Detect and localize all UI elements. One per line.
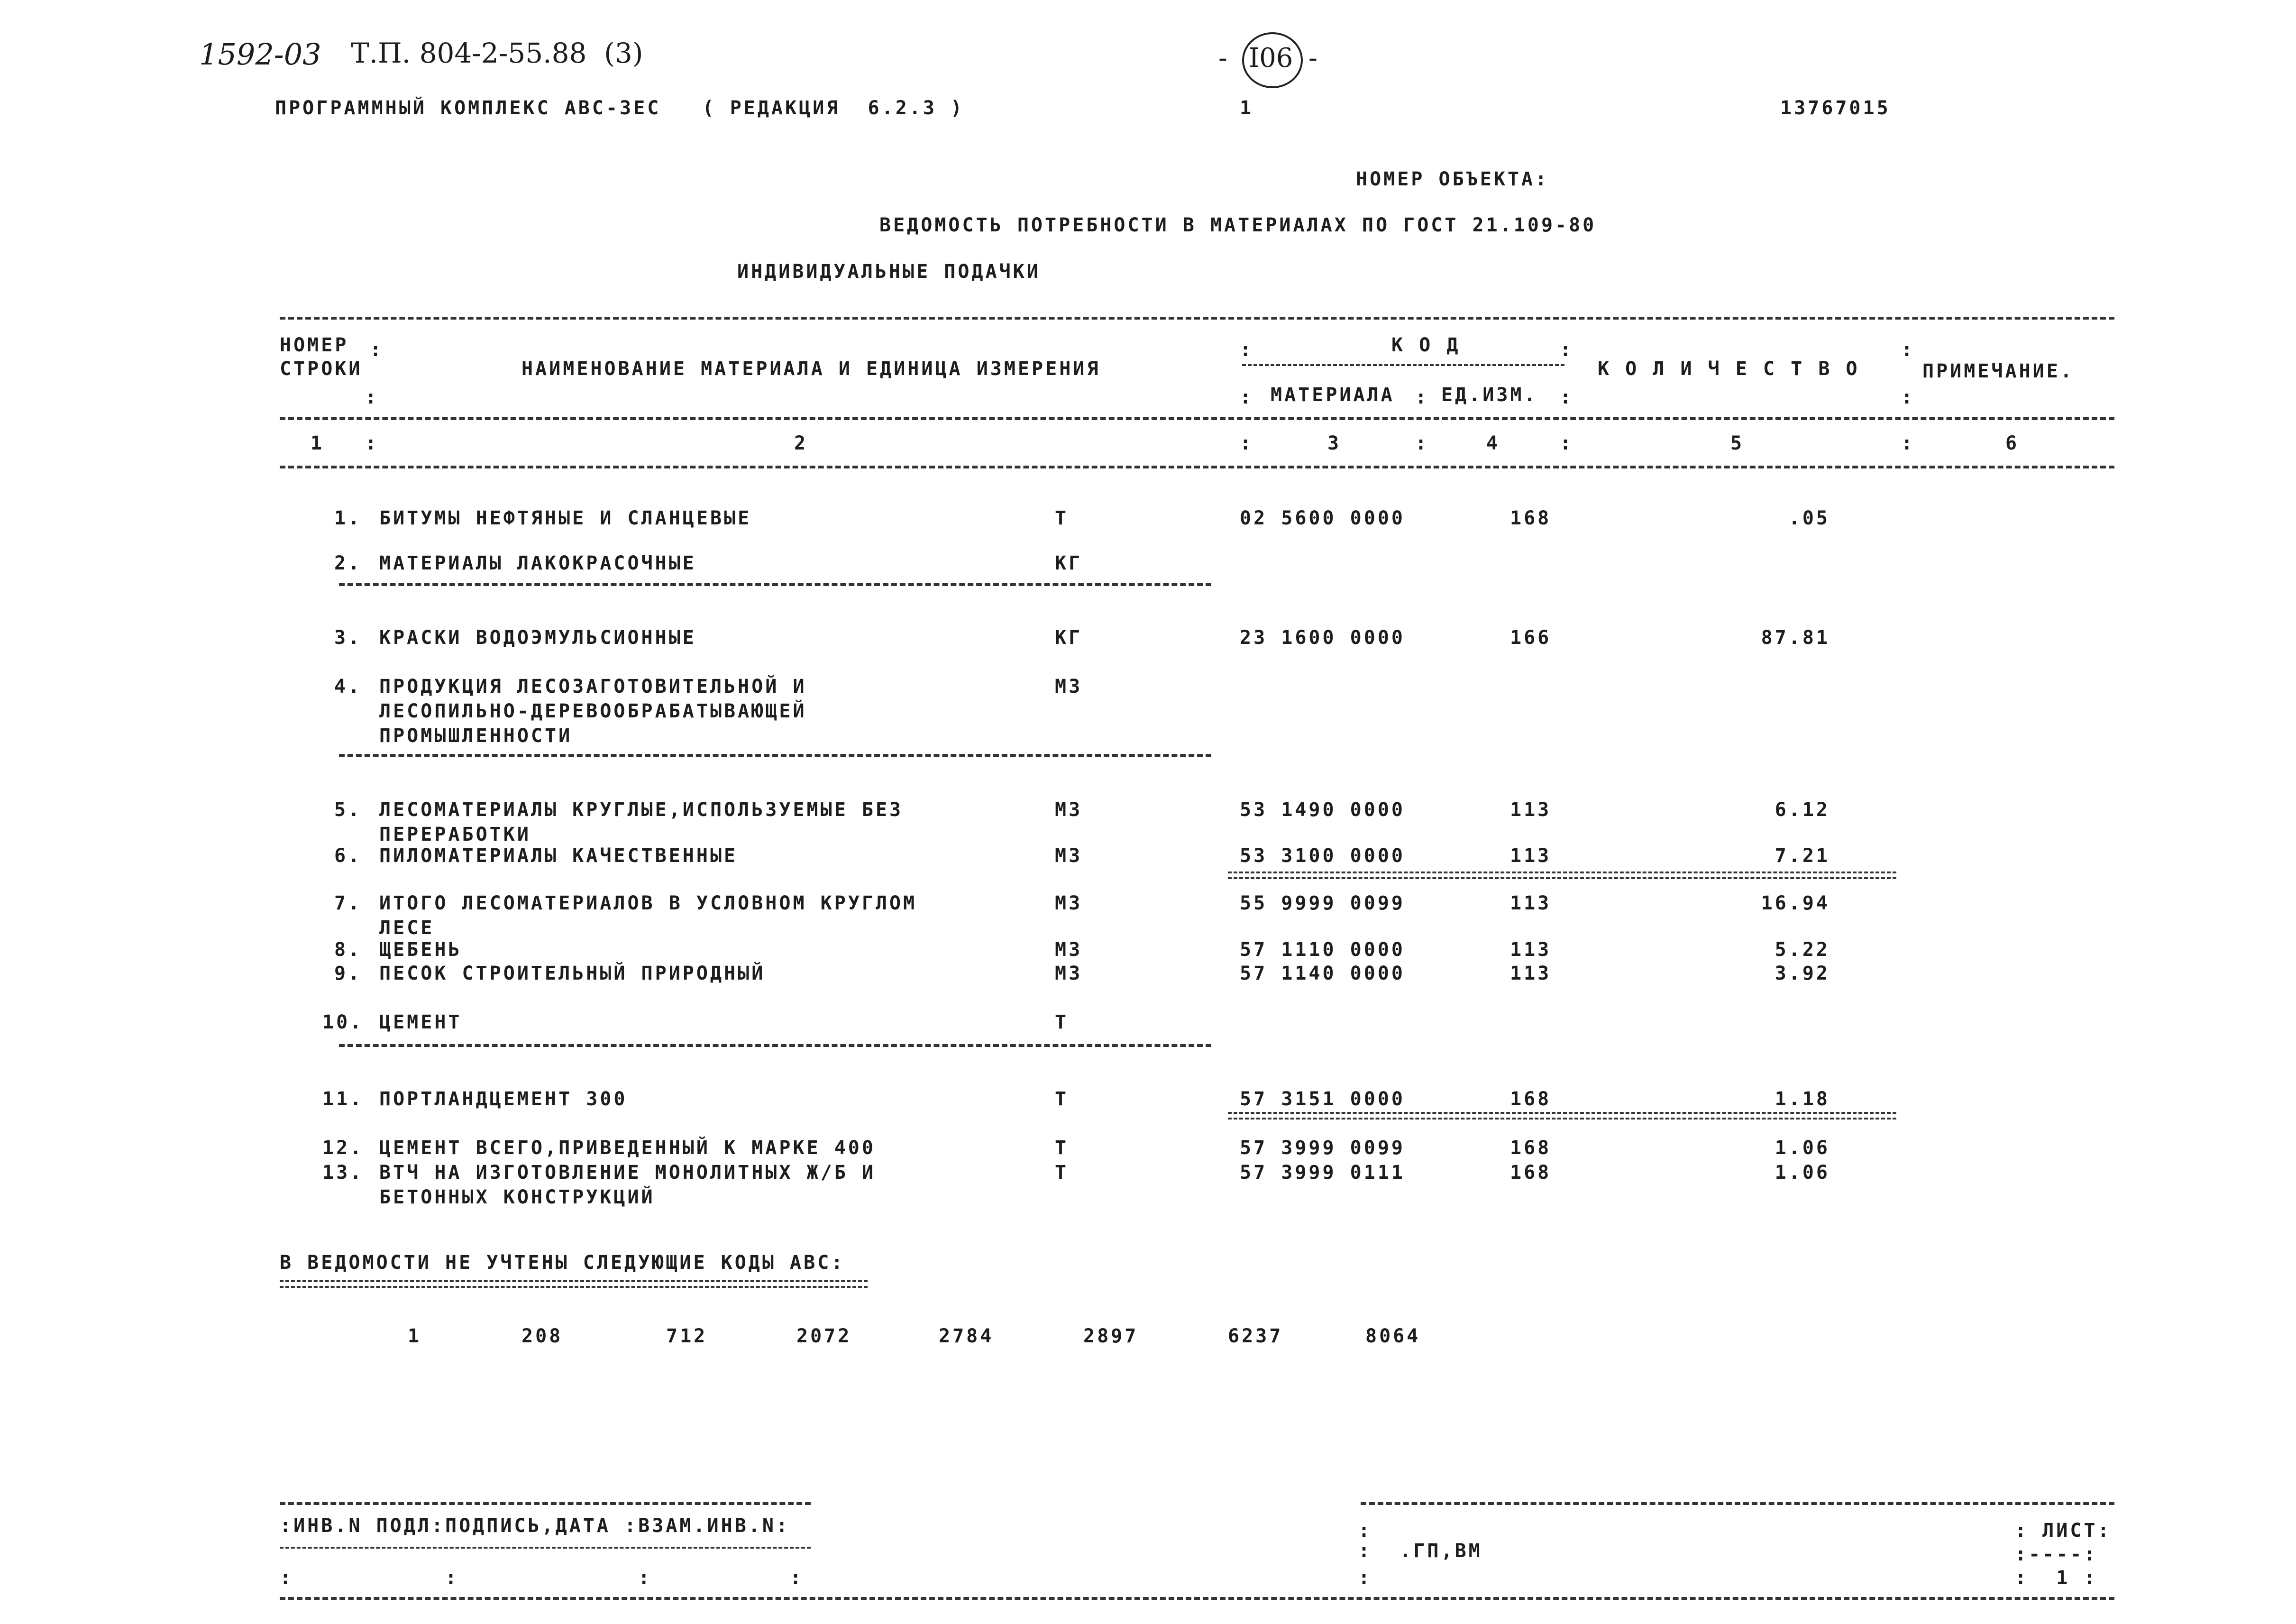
unit: М3 [1055, 939, 1083, 961]
material-code: 57 3999 0099 [1240, 1137, 1405, 1159]
col-number-sep: : [1560, 432, 1574, 454]
header-code: К О Д [1391, 334, 1461, 356]
header-code-rule [1242, 364, 1564, 366]
unit-code: 113 [1510, 892, 1552, 914]
page-number: I06 [1249, 43, 1293, 73]
abc-code: 208 [521, 1325, 563, 1347]
row-number: 5. [334, 799, 362, 821]
col-number-sep: : [1240, 432, 1254, 454]
unit: М3 [1055, 676, 1083, 697]
row-number: 4. [334, 676, 362, 697]
not-counted-rule [280, 1280, 868, 1282]
material-name: БЕТОННЫХ КОНСТРУКЦИЙ [379, 1186, 655, 1208]
stamp-signature-labels: :ИНВ.N ПОДЛ:ПОДПИСЬ,ДАТА :ВЗАМ.ИНВ.N: [280, 1515, 790, 1537]
unit-code: 166 [1510, 627, 1552, 649]
quantity: 3.92 [1775, 963, 1830, 984]
unit: Т [1055, 1137, 1069, 1159]
unit: Т [1055, 507, 1069, 529]
unit-code: 168 [1510, 1088, 1552, 1110]
unit: Т [1055, 1011, 1069, 1033]
header-col-sep: : [1901, 386, 1915, 408]
material-name: КРАСКИ ВОДОЭМУЛЬСИОННЫЕ [379, 627, 696, 649]
header-quantity: К О Л И Ч Е С Т В О [1598, 358, 1860, 380]
unit: М3 [1055, 799, 1083, 821]
row-number: 12. [322, 1137, 364, 1159]
material-name: ЦЕМЕНТ ВСЕГО,ПРИВЕДЕННЫЙ К МАРКЕ 400 [379, 1137, 876, 1159]
total-double-rule [1228, 1112, 1896, 1114]
col-number-3: 3 [1327, 432, 1342, 454]
document-subtitle: ИНДИВИДУАЛЬНЫЕ ПОДАЧКИ [737, 261, 1041, 283]
stamp-sheet-value: : 1 : [2015, 1567, 2098, 1589]
stamp-rule [280, 1502, 811, 1505]
unit-code: 168 [1510, 1137, 1552, 1159]
material-name: ЛЕСОМАТЕРИАЛЫ КРУГЛЫЕ,ИСПОЛЬЗУЕМЫЕ БЕЗ [379, 799, 904, 821]
stamp-rule [280, 1547, 811, 1549]
row-number: 9. [334, 963, 362, 984]
material-code: 55 9999 0099 [1240, 892, 1405, 914]
handwritten-document-number: 1592-03 [199, 37, 321, 72]
material-code: 53 3100 0000 [1240, 845, 1405, 867]
material-name: ВТЧ НА ИЗГОТОВЛЕНИЕ МОНОЛИТНЫХ Ж/Б И [379, 1162, 876, 1184]
material-name: ЦЕМЕНТ [379, 1011, 462, 1033]
unit: КГ [1055, 552, 1083, 574]
quantity: 16.94 [1761, 892, 1830, 914]
sheet-mark: 1 [1240, 97, 1254, 119]
object-number-label: НОМЕР ОБЪЕКТА: [1356, 168, 1549, 190]
material-name: ПИЛОМАТЕРИАЛЫ КАЧЕСТВЕННЫЕ [379, 845, 738, 867]
row-number: 3. [334, 627, 362, 649]
document-title: ВЕДОМОСТЬ ПОТРЕБНОСТИ В МАТЕРИАЛАХ ПО ГОСТ 21.109-80 [879, 214, 1597, 236]
col-number-6: 6 [2005, 432, 2020, 454]
header-col-sep: : [1240, 339, 1254, 361]
stamp-sheet-separator: :----: [2015, 1543, 2098, 1565]
table-top-rule [280, 317, 2114, 320]
material-code: 57 1110 0000 [1240, 939, 1405, 961]
col-number-2: 2 [794, 432, 808, 454]
col-number-1: 1 [311, 432, 325, 454]
material-name: ЛЕСЕ [379, 917, 435, 939]
material-code: 02 5600 0000 [1240, 507, 1405, 529]
unit-code: 113 [1510, 963, 1552, 984]
quantity: .05 [1788, 507, 1830, 529]
unit: М3 [1055, 963, 1083, 984]
material-name: ПРОДУКЦИЯ ЛЕСОЗАГОТОВИТЕЛЬНОЙ И [379, 676, 807, 697]
row-number: 8. [334, 939, 362, 961]
abc-code: 6237 [1228, 1325, 1283, 1347]
header-col-sep: : [365, 386, 379, 408]
unit: КГ [1055, 627, 1083, 649]
header-code-material: МАТЕРИАЛА [1271, 384, 1395, 406]
abc-code: 712 [666, 1325, 708, 1347]
quantity: 1.06 [1775, 1162, 1830, 1184]
col-number-4: 4 [1486, 432, 1500, 454]
unit: М3 [1055, 892, 1083, 914]
unit: Т [1055, 1088, 1069, 1110]
material-name: ПЕРЕРАБОТКИ [379, 824, 531, 845]
col-number-sep: : [365, 432, 379, 454]
material-code: 57 3151 0000 [1240, 1088, 1405, 1110]
abc-code: 2897 [1083, 1325, 1139, 1347]
unit-code: 168 [1510, 1162, 1552, 1184]
stamp-gp-vm: : .ГП,ВМ [1358, 1540, 1482, 1562]
header-col-sep: : [1560, 339, 1574, 361]
header-note: ПРИМЕЧАНИЕ. [1922, 360, 2074, 382]
row-number: 1. [334, 507, 362, 529]
unit-code: 113 [1510, 939, 1552, 961]
stamp-rule [1361, 1502, 2114, 1505]
quantity: 1.18 [1775, 1088, 1830, 1110]
col-number-sep: : [1415, 432, 1429, 454]
abc-code: 1 [408, 1325, 422, 1347]
material-code: 23 1600 0000 [1240, 627, 1405, 649]
header-row-number-2: СТРОКИ [280, 358, 363, 380]
header-col-sep: : [1901, 339, 1915, 361]
stamp-sheet-label: : ЛИСТ: [2015, 1520, 2112, 1541]
header-col-sep: : [1560, 386, 1574, 408]
material-name: ЩЕБЕНЬ [379, 939, 462, 961]
header-col-sep: : [370, 339, 384, 361]
dash-left: - [1218, 43, 1227, 73]
dash-right: - [1308, 43, 1317, 73]
material-name: ЛЕСОПИЛЬНО-ДЕРЕВООБРАБАТЫВАЮЩЕЙ [379, 700, 807, 722]
material-code: 57 1140 0000 [1240, 963, 1405, 984]
material-name: ПОРТЛАНДЦЕМЕНТ 300 [379, 1088, 628, 1110]
quantity: 6.12 [1775, 799, 1830, 821]
row-number: 11. [322, 1088, 364, 1110]
group-rule [339, 583, 1211, 586]
not-counted-label: В ВЕДОМОСТИ НЕ УЧТЕНЫ СЛЕДУЮЩИЕ КОДЫ АВС: [280, 1252, 845, 1274]
header-row-number-1: НОМЕР [280, 334, 349, 356]
abc-code: 2072 [796, 1325, 852, 1347]
row-number: 2. [334, 552, 362, 574]
abc-code: 8064 [1365, 1325, 1421, 1347]
total-double-rule [1228, 872, 1896, 873]
col-number-sep: : [1901, 432, 1915, 454]
page-number-block [1218, 28, 1332, 85]
material-name: ИТОГО ЛЕСОМАТЕРИАЛОВ В УСЛОВНОМ КРУГЛОМ [379, 892, 917, 914]
header-material-name: НАИМЕНОВАНИЕ МАТЕРИАЛА И ЕДИНИЦА ИЗМЕРЕНИЯ [521, 358, 1101, 380]
quantity: 5.22 [1775, 939, 1830, 961]
program-code: 13767015 [1780, 97, 1891, 119]
header-col-sep: : [1240, 386, 1254, 408]
unit: Т [1055, 1162, 1069, 1184]
quantity: 1.06 [1775, 1137, 1830, 1159]
row-number: 13. [322, 1162, 364, 1184]
stamp-separator: : [1358, 1567, 1372, 1589]
stamp-bottom-rule [280, 1597, 2114, 1600]
row-number: 6. [334, 845, 362, 867]
quantity: 7.21 [1775, 845, 1830, 867]
document-code: Т.П. 804-2-55.88 (3) [351, 37, 643, 69]
material-code: 53 1490 0000 [1240, 799, 1405, 821]
abc-code: 2784 [939, 1325, 994, 1347]
row-number: 7. [334, 892, 362, 914]
material-name: БИТУМЫ НЕФТЯНЫЕ И СЛАНЦЕВЫЕ [379, 507, 752, 529]
row-number: 10. [322, 1011, 364, 1033]
unit-code: 168 [1510, 507, 1552, 529]
material-code: 57 3999 0111 [1240, 1162, 1405, 1184]
unit-code: 113 [1510, 799, 1552, 821]
header-numbers-rule [280, 466, 2114, 468]
group-rule [339, 754, 1211, 757]
col-number-5: 5 [1730, 432, 1745, 454]
program-line: ПРОГРАММНЫЙ КОМПЛЕКС АВС-3ЕС ( РЕДАКЦИЯ 6.2.3 ) [275, 97, 965, 119]
header-col-sep: : [1415, 386, 1429, 408]
material-name: ПЕСОК СТРОИТЕЛЬНЫЙ ПРИРОДНЫЙ [379, 963, 766, 984]
stamp-separator: : [1358, 1520, 1372, 1541]
material-name: МАТЕРИАЛЫ ЛАКОКРАСОЧНЫЕ [379, 552, 696, 574]
unit-code: 113 [1510, 845, 1552, 867]
unit: М3 [1055, 845, 1083, 867]
stamp-blank-cells: : : : : [280, 1567, 804, 1589]
quantity: 87.81 [1761, 627, 1830, 649]
header-bottom-rule [280, 417, 2114, 420]
material-name: ПРОМЫШЛЕННОСТИ [379, 725, 573, 747]
header-code-unit: ЕД.ИЗМ. [1441, 384, 1538, 406]
group-rule [339, 1044, 1211, 1047]
